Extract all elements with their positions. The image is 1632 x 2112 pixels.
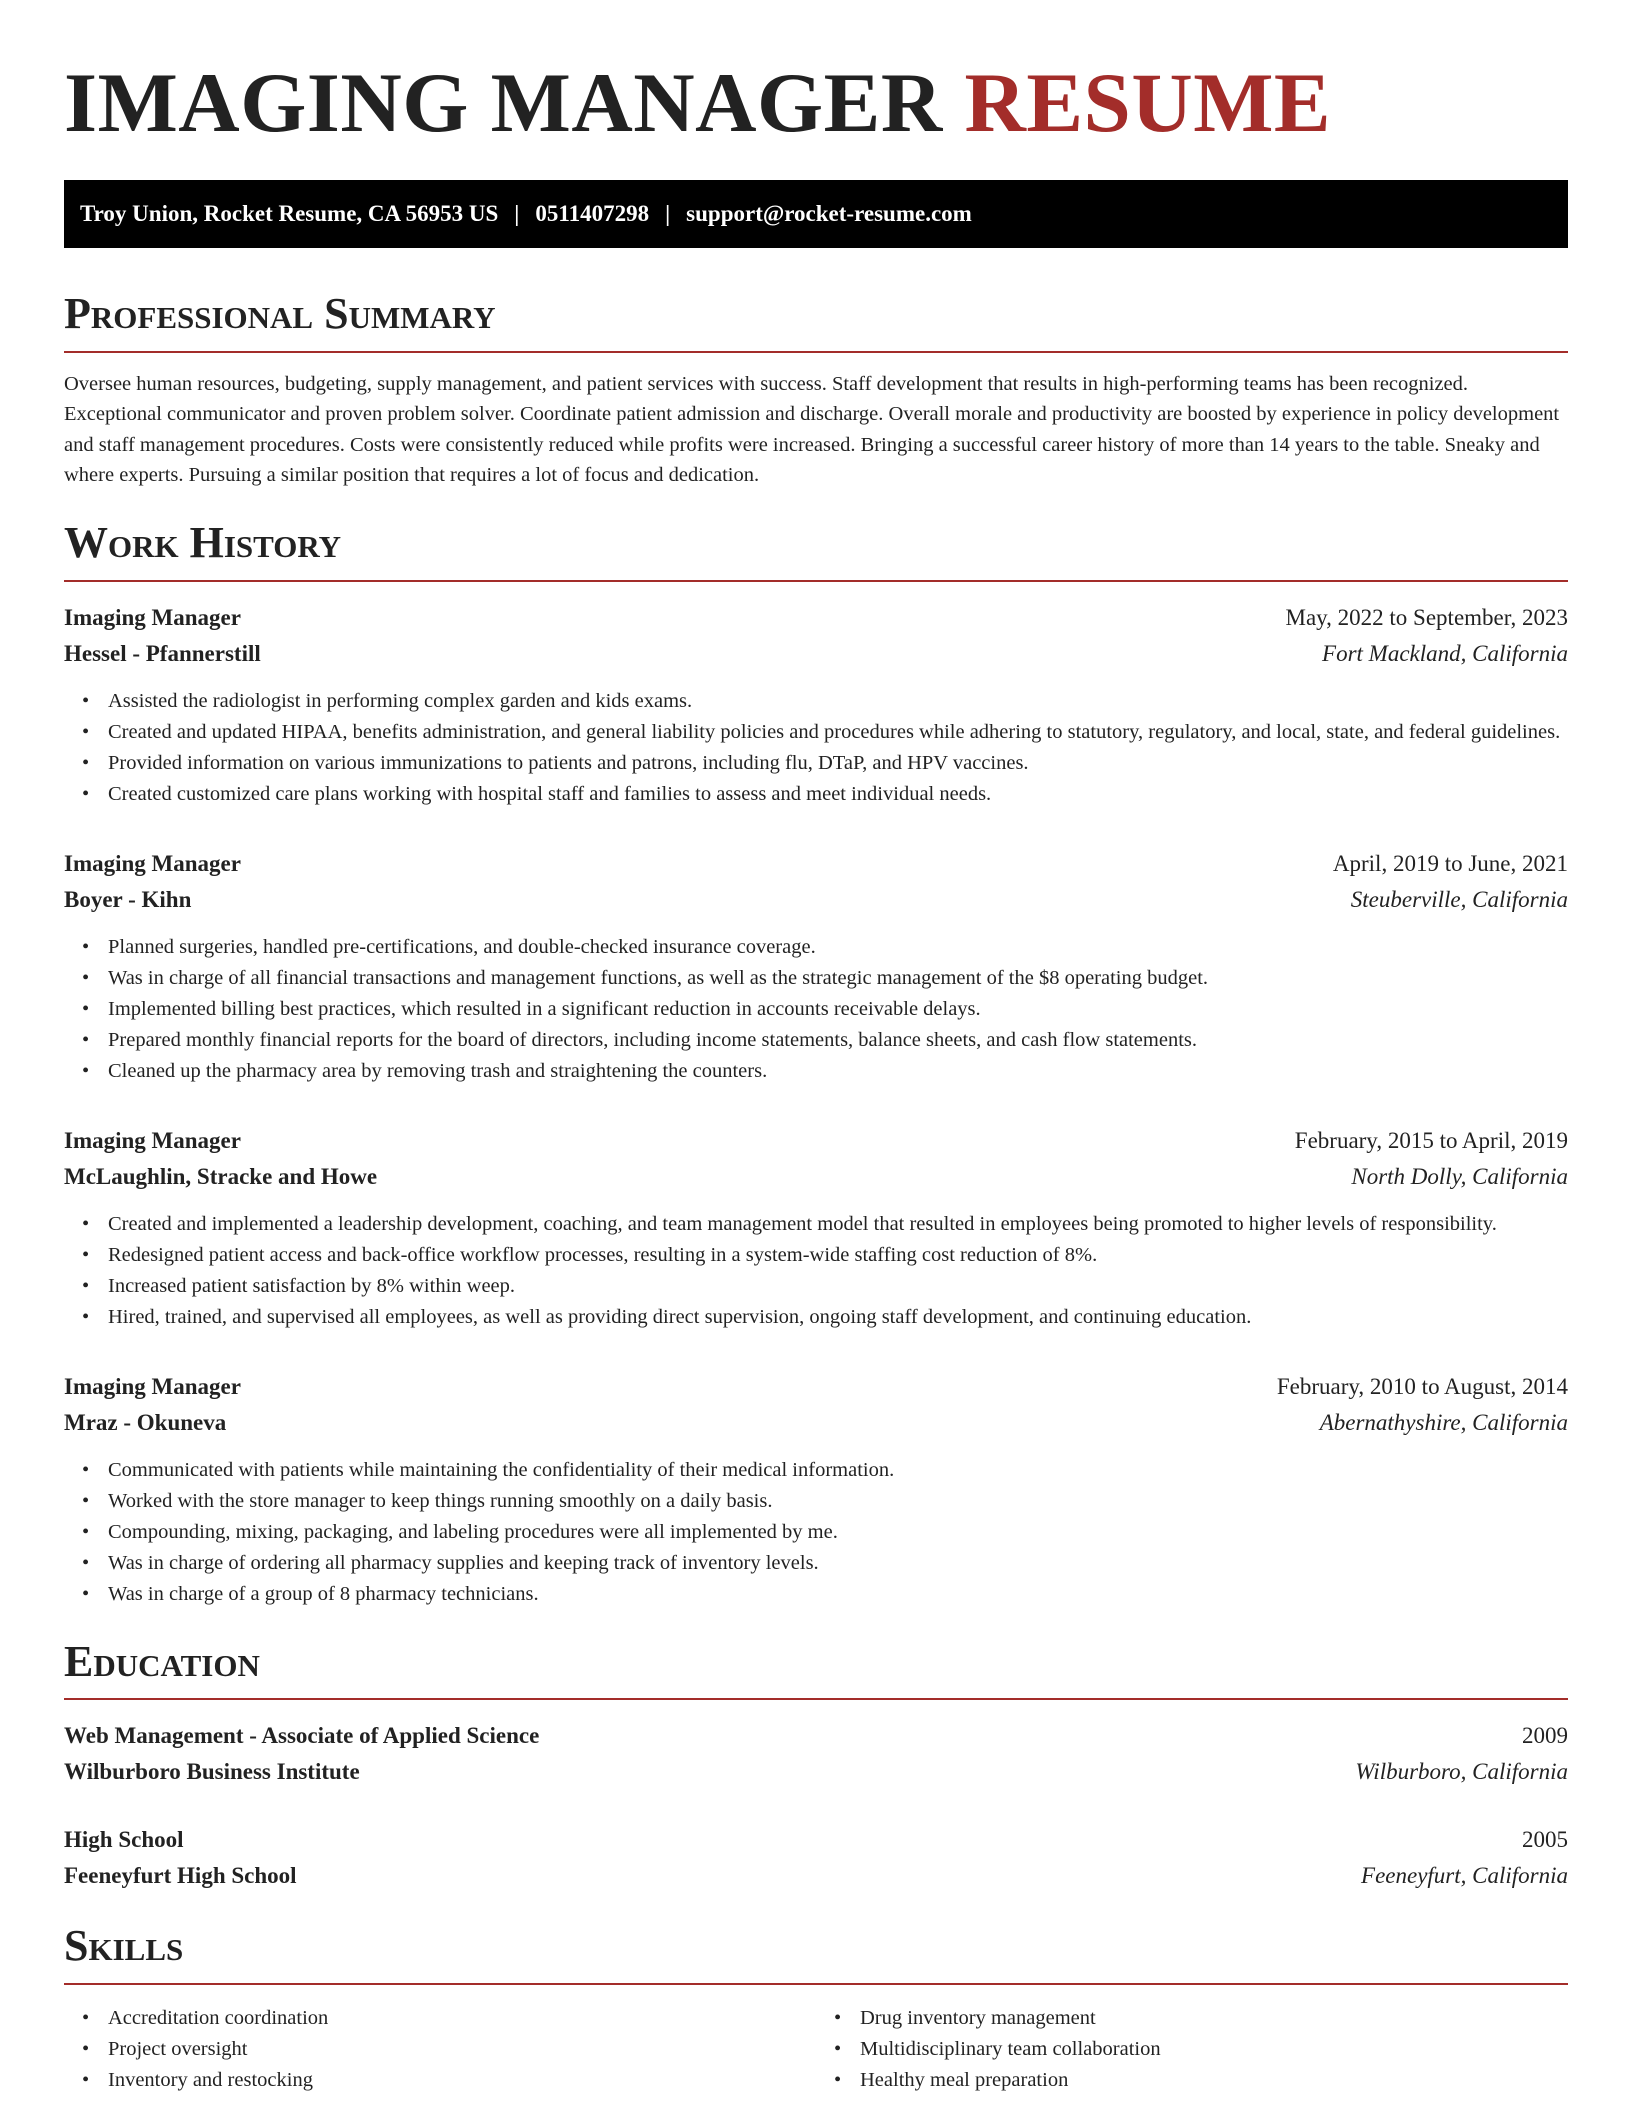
contact-bar [64, 180, 1568, 248]
job-bullet: • Planned surgeries, handled pre-certifications, and double-checked insurance coverage. [108, 932, 1568, 963]
job-bullet: • Was in charge of all financial transactions and management functions, as well as the strategic management of the $8 operating budget. [108, 963, 1568, 994]
job-bullet: • Assisted the radiologist in performing complex garden and kids exams. [108, 686, 1568, 717]
job-bullet: • Worked with the store manager to keep things running smoothly on a daily basis. [108, 1486, 1568, 1517]
job-bullet: • Created customized care plans working with hospital staff and families to assess and meet individual needs. [108, 779, 1568, 810]
education-year: 2005 [1522, 1827, 1568, 1853]
skill-item: • Healthy meal preparation [860, 2065, 1568, 2096]
job-bullet: • Redesigned patient access and back-office workflow processes, resulting in a system-wide staffing cost reduction of 8%. [108, 1240, 1568, 1271]
job-title: Imaging Manager [64, 1127, 241, 1153]
job-bullet: • Increased patient satisfaction by 8% within weep. [108, 1271, 1568, 1302]
job-company: Mraz - Okuneva [64, 1409, 227, 1435]
job-title: Imaging Manager [64, 1373, 241, 1399]
job-location: Steuberville, California [1350, 886, 1568, 912]
job-bullet: • Compounding, mixing, packaging, and labeling procedures were all implemented by me. [108, 1517, 1568, 1548]
job-entry [64, 846, 1568, 1087]
education-degree: High School [64, 1827, 184, 1853]
education-year: 2009 [1522, 1723, 1568, 1749]
job-bullet: • Communicated with patients while maintaining the confidentiality of their medical information. [108, 1455, 1568, 1486]
job-location: Abernathyshire, California [1319, 1409, 1568, 1435]
job-bullets [64, 932, 1568, 1087]
job-bullet: • Implemented billing best practices, which resulted in a significant reduction in accounts receivable delays. [108, 994, 1568, 1025]
education-location: Wilburboro, California [1355, 1759, 1568, 1785]
skill-item: • Drug inventory management [860, 2003, 1568, 2034]
job-dates: April, 2019 to June, 2021 [1332, 850, 1568, 876]
contact-separator: | [514, 201, 520, 226]
education-degree: Web Management - Associate of Applied Science [64, 1723, 540, 1749]
contact-separator: | [665, 201, 671, 226]
job-bullet: • Prepared monthly financial reports for the board of directors, including income statements, balance sheets, and cash flow statements. [108, 1025, 1568, 1056]
skills-column-right [816, 2003, 1568, 2096]
job-company-row [64, 882, 1568, 918]
title-main: IMAGING MANAGER [64, 56, 943, 150]
title-accent: RESUME [964, 56, 1332, 150]
job-title: Imaging Manager [64, 604, 241, 630]
job-entry [64, 600, 1568, 810]
job-company-row [64, 1159, 1568, 1195]
education-header-row [64, 1718, 1568, 1754]
job-entry [64, 1369, 1568, 1610]
job-company: Boyer - Kihn [64, 886, 192, 912]
job-bullet: • Hired, trained, and supervised all employees, as well as providing direct supervision, ongoing staff development, and continuing education. [108, 1302, 1568, 1333]
job-header-row [64, 1123, 1568, 1159]
summary-text: Oversee human resources, budgeting, supply management, and patient services with success. Staff development that results in high-performing teams has been recognized. Exceptional communicator and proven problem solver. Coordinate patient admission and discharge. Overall morale and productivity are boosted by experience in policy development and staff management procedures. Costs were consistently reduced while profits were increased. Bringing a successful career history of more than 14 years to the table. Sneaky and where experts. Pursuing a similar position that requires a lot of focus and dedication. [64, 372, 1560, 487]
resume-title [64, 52, 1568, 154]
education-entry [64, 1718, 1568, 1790]
contact-address: Troy Union, Rocket Resume, CA 56953 US [80, 201, 499, 226]
job-dates: May, 2022 to September, 2023 [1285, 604, 1568, 630]
job-title: Imaging Manager [64, 850, 241, 876]
summary-heading: Professional Summary [64, 288, 1568, 353]
education-location: Feeneyfurt, California [1361, 1863, 1568, 1889]
education-school-row [64, 1754, 1568, 1790]
work-history-heading: Work History [64, 517, 1568, 582]
contact-email: support@rocket-resume.com [686, 201, 972, 226]
education-school: Feeneyfurt High School [64, 1863, 297, 1889]
education-entry [64, 1822, 1568, 1894]
job-bullet: • Was in charge of ordering all pharmacy supplies and keeping track of inventory levels. [108, 1548, 1568, 1579]
contact-phone: 0511407298 [535, 201, 650, 226]
skill-item: • Inventory and restocking [108, 2065, 816, 2096]
job-bullet: • Provided information on various immunizations to patients and patrons, including flu, DTaP, and HPV vaccines. [108, 748, 1568, 779]
skills-list [64, 2003, 1568, 2096]
job-bullet: • Created and implemented a leadership development, coaching, and team management model that resulted in employees being promoted to higher levels of responsibility. [108, 1209, 1568, 1240]
skills-column-left [64, 2003, 816, 2096]
education-header-row [64, 1822, 1568, 1858]
job-header-row [64, 1369, 1568, 1405]
job-header-row [64, 846, 1568, 882]
skill-item: • Project oversight [108, 2034, 816, 2065]
skills-heading: Skills [64, 1920, 1568, 1985]
job-dates: February, 2010 to August, 2014 [1276, 1373, 1568, 1399]
education-school: Wilburboro Business Institute [64, 1759, 360, 1785]
job-company: McLaughlin, Stracke and Howe [64, 1163, 378, 1189]
job-company-row [64, 1405, 1568, 1441]
job-bullets [64, 1455, 1568, 1610]
job-company: Hessel - Pfannerstill [64, 640, 261, 666]
skill-item: • Multidisciplinary team collaboration [860, 2034, 1568, 2065]
job-dates: February, 2015 to April, 2019 [1294, 1127, 1568, 1153]
job-bullets [64, 1209, 1568, 1333]
job-location: Fort Mackland, California [1322, 640, 1568, 666]
job-location: North Dolly, California [1351, 1163, 1568, 1189]
education-school-row [64, 1858, 1568, 1894]
job-bullet: • Was in charge of a group of 8 pharmacy technicians. [108, 1579, 1568, 1610]
job-bullet: • Created and updated HIPAA, benefits administration, and general liability policies and procedures while adhering to statutory, regulatory, and local, state, and federal guidelines. [108, 717, 1568, 748]
job-company-row [64, 636, 1568, 672]
job-bullet: • Cleaned up the pharmacy area by removing trash and straightening the counters. [108, 1056, 1568, 1087]
job-bullets [64, 686, 1568, 810]
education-heading: Education [64, 1636, 1568, 1701]
job-header-row [64, 600, 1568, 636]
skill-item: • Accreditation coordination [108, 2003, 816, 2034]
job-entry [64, 1123, 1568, 1333]
